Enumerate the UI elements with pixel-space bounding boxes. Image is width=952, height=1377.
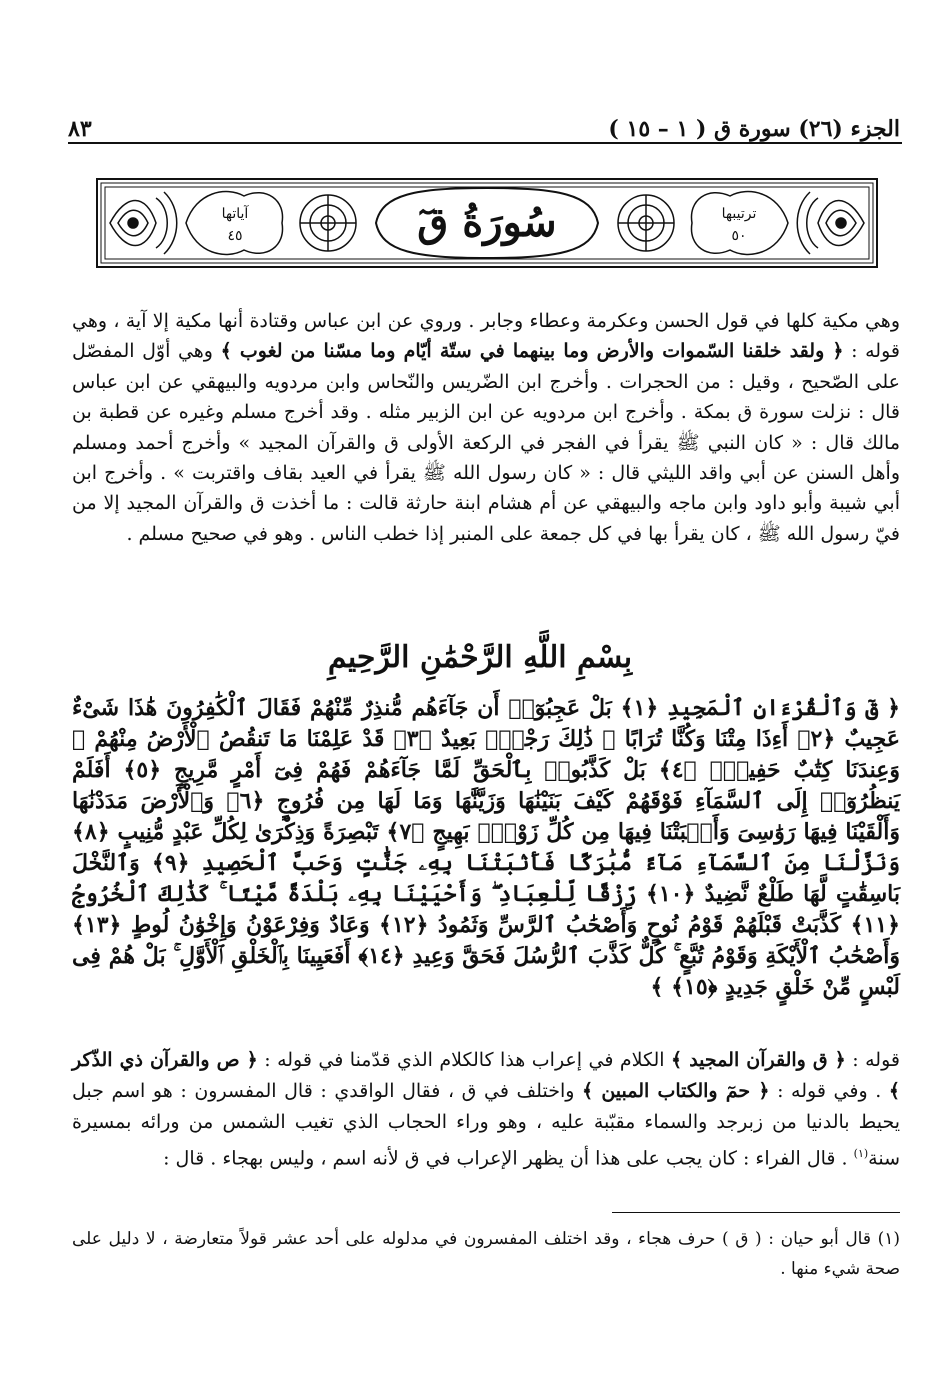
header-title: الجزء (٢٦) سورة ق ( ١ – ١٥ ) <box>608 116 900 142</box>
page-number: ٨٣ <box>68 116 92 142</box>
surah-banner-frame <box>96 178 878 268</box>
running-header <box>68 112 900 144</box>
commentary-verse-3: ﴿ حمٓ والكتاب المبين ﴾ <box>582 1080 770 1102</box>
quran-text: ﴿ قٓ وَٱلْقُرْءَانِ ٱلْمَجِيدِ ﴿١﴾ بَلْ عَجِبُوٓا۟ أَن جَآءَهُم مُّنذِرٌ مِّنْهُمْ فَقَالَ ٱلْكَٰفِرُونَ هَٰذَا شَىْءٌ عَجِيبٌ ﴿٢﴾ أَءِذَا مِتْنَا وَكُنَّا تُرَابًا ۖ ذَٰلِكَ رَجْعٌۢ بَعِيدٌ ﴿٣﴾ قَدْ عَلِمْنَا مَا تَنقُصُ ٱلْأَرْضُ مِنْهُمْ ۖ وَعِندَنَا كِتَٰبٌ حَفِيظٌۢ ﴿٤﴾ بَلْ كَذَّبُوا۟ بِٱلْحَقِّ لَمَّا جَآءَهُمْ فَهُمْ فِىٓ أَمْرٍ مَّرِيجٍ ﴿٥﴾ أَفَلَمْ يَنظُرُوٓا۟ إِلَى ٱلسَّمَآءِ فَوْقَهُمْ كَيْفَ بَنَيْنَٰهَا وَزَيَّنَّٰهَا وَمَا لَهَا مِن فُرُوجٍ ﴿٦﴾ وَٱلْأَرْضَ مَدَدْنَٰهَا وَأَلْقَيْنَا فِيهَا رَوَٰسِىَ وَأَنۢبَتْنَا فِيهَا مِن كُلِّ زَوْجٍۭ بَهِيجٍ ﴿٧﴾ تَبْصِرَةً وَذِكْرَىٰ لِكُلِّ عَبْدٍ مُّنِيبٍ ﴿٨﴾ وَنَزَّلْنَا مِنَ ٱلسَّمَآءِ مَآءً مُّبَٰرَكًا فَأَنۢبَتْنَا بِهِۦ جَنَّٰتٍ وَحَبَّ ٱلْحَصِيدِ ﴿٩﴾ وَٱلنَّخْلَ بَاسِقَٰتٍ لَّهَا طَلْعٌ نَّضِيدٌ ﴿١٠﴾ رِّزْقًا لِّلْعِبَادِ ۖ وَأَحْيَيْنَا بِهِۦ بَلْدَةً مَّيْتًا ۚ كَذَٰلِكَ ٱلْخُرُوجُ ﴿١١﴾ كَذَّبَتْ قَبْلَهُمْ قَوْمُ نُوحٍ وَأَصْحَٰبُ ٱلرَّسِّ وَثَمُودُ ﴿١٢﴾ وَعَادٌ وَفِرْعَوْنُ وَإِخْوَٰنُ لُوطٍ ﴿١٣﴾ وَأَصْحَٰبُ ٱلْأَيْكَةِ وَقَوْمُ تُبَّعٍ ۚ كُلٌّ كَذَّبَ ٱلرُّسُلَ فَحَقَّ وَعِيدِ ﴿١٤﴾ أَفَعَيِينَا بِٱلْخَلْقِ ٱلْأَوَّلِ ۚ بَلْ هُمْ فِى لَبْسٍ مِّنْ خَلْقٍ جَدِيدٍ ﴿١٥﴾ ﴾ <box>72 695 901 1000</box>
left-ornament-icon <box>110 192 177 254</box>
intro-text-rest: وهي أوّل المفصّل على الصّحيح ، وقيل : من الحجرات . وأخرج ابن الضّريس والنّحاس وابن مردويه والبيهقي عن ابن عباس قال : نزلت سورة ق بمكة . وأخرج ابن مردويه عن ابن الزبير مثله . وقد أخرج مسلم وغيره عن قطبة بن مالك قال : « كان النبي ﷺ يقرأ في الفجر في الركعة الأولى ق والقرآن المجيد » وأخرج أحمد ومسلم وأهل السنن عن أبي واقد الليثي قال : « كان رسول الله ﷺ يقرأ في العيد بقاف واقتربت » . وأخرج ابن أبي شيبة وأبو داود وابن ماجه والبيهقي عن أم هشام ابنة حارثة قالت : ما أخذت ق والقرآن المجيد إلا من فيّ رسول الله ﷺ ، كان يقرأ بها في كل جمعة على المنبر إذا خطب الناس . وهو في صحيح مسلم . <box>72 340 900 545</box>
right-ornament-icon <box>797 192 864 254</box>
verse-count-value: ٤٥ <box>227 228 243 244</box>
commentary-text-4: . قال الفراء : كان يجب على هذا أن يظهر الإعراب في ق لأنه اسم ، وليس بهجاء . قال : <box>163 1147 848 1170</box>
footnote: (١) قال أبو حيان : ( ق ) حرف هجاء ، وقد اختلف المفسرون في مدلوله على أحد عشر قولاً متعارضة ، لا دليل على صحة شيء منها . <box>72 1229 900 1279</box>
left-medallion-icon <box>186 192 283 255</box>
commentary-verse-1: ﴿ ق والقرآن المجيد ﴾ <box>671 1049 846 1071</box>
footnote-rule <box>612 1212 900 1213</box>
surah-title: سُورَةُ قٓ <box>417 199 557 246</box>
right-medallion-icon <box>691 192 788 255</box>
surah-banner <box>96 178 878 268</box>
commentary-text-2: . وفي قوله : <box>777 1080 882 1102</box>
intro-verse: ﴿ ولقد خلقنا السّموات والأرض وما بينهما في ستّة أيّام وما مسّنا من لغوب ﴾ <box>220 340 844 363</box>
order-value: ٥٠ <box>731 228 747 244</box>
header-rule <box>68 142 902 144</box>
commentary-text-3: واختلف في ق ، فقال الواقدي : قال المفسرون : هو اسم جبل يحيط بالدنيا من زبرجد والسماء مقبّبة عليه ، وهو وراء الحجاب الذي تغيب الشمس من ورائه بمسيرة سنة <box>72 1080 900 1170</box>
commentary-lead: قوله : <box>852 1049 900 1071</box>
order-label: ترتيبها <box>721 206 757 222</box>
verse-count-label: آياتها <box>221 206 249 222</box>
intro-text: وهي مكية كلها في قول الحسن وعكرمة وعطاء وجابر . وروي عن ابن عباس وقتادة أنها مكية إلا آية ، وهي قوله : <box>72 310 900 363</box>
left-rosette-icon <box>300 195 356 251</box>
commentary-text-1: الكلام في إعراب هذا كالكلام الذي قدّمنا في قوله : <box>264 1049 665 1071</box>
commentary-verse-2: ﴿ ص والقرآن ذي الذّكر ﴾ <box>72 1049 900 1102</box>
right-rosette-icon <box>618 195 674 251</box>
footnote-ref[interactable]: (١) <box>853 1147 869 1160</box>
commentary <box>72 1045 900 1174</box>
intro-paragraph <box>72 306 900 549</box>
basmala: بِسْمِ اللَّهِ الرَّحْمَٰنِ الرَّحِيمِ <box>327 640 633 675</box>
